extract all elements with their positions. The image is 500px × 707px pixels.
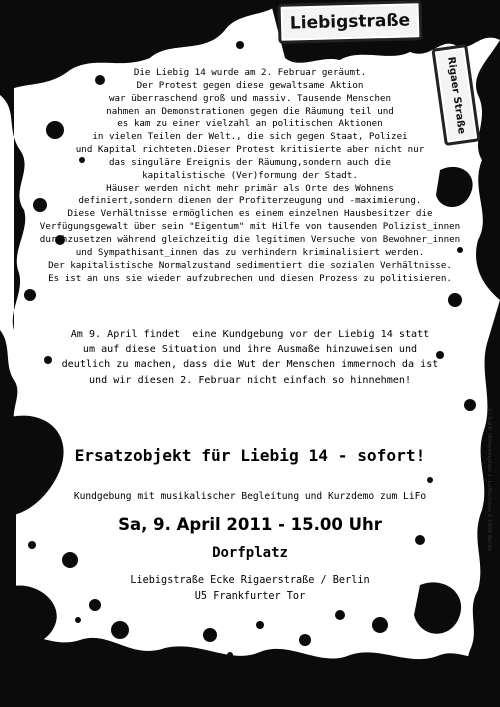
street-sign-label: Liebigstraße xyxy=(289,10,411,34)
event-address: Liebigstraße Ecke Rigaerstraße / Berlin U5 Frankfurter Tor xyxy=(130,575,370,602)
street-sign-side-label: Rigaer Straße xyxy=(445,55,467,135)
liebigstrasse-street-sign xyxy=(278,0,423,44)
event-date: Sa, 9. April 2011 - 15.00 Uhr xyxy=(118,515,382,534)
headline: Ersatzobjekt für Liebig 14 - sofort! xyxy=(74,446,426,465)
event-place: Dorfplatz xyxy=(212,545,288,561)
subline: Kundgebung mit musikalischer Begleitung und Kurzdemo zum LiFo xyxy=(73,491,427,502)
body-paragraph: Die Liebig 14 wurde am 2. Februar geräumt. Der Protest gegen diese gewaltsame Aktion war überraschend groß und massiv. Tausende Menschen nahmen an Demonstrationen gegen die Räumung teil und es kam zu einer vielzahl an politischen Aktionen in vielen Teilen der Welt., die sich gegen Staat, Polizei und Kapital richteten.Dieser Protest kritisierte aber nicht nur das singuläre Ereignis der Räumung,sondern auch die kapitalistische (Ver)formung der Stadt. Häuser werden nicht mehr primär als Orte des Wohnens definiert,sondern dienen der Profiterzeugung und -maximierung. Diese Verhältnisse ermöglichen es einem einzelnen Hausbesitzer die Verfügungsgewalt über sein "Eigentum" mit Hilfe von tausenden Polizist_innen durchzusetzen während gleichzeitig die legitimen Versuche von Bewohner_innen und Sympathisant_innen das zu verhindern kriminalisiert werden. Der kapitalistische Normalzustand sedimentiert die sozialen Verhältnisse. Es ist an uns sie wieder aufzubrechen und diesen Prozess zu politisieren. xyxy=(39,67,461,284)
imprint-vertical: V.i.S.d.P. Wilhelmsplatz 1, Luftschloss 2 1000 Berlin xyxy=(486,408,492,552)
announcement-paragraph: Am 9. April findet eine Kundgebung vor der Liebig 14 statt um auf diese Situation und ihre Ausmaße hinzuweisen und deutlich zu machen, dass die Wut der Menschen immernoch da ist und wir diesen 2. Februar nicht einfach so hinnehmen! xyxy=(61,329,439,386)
